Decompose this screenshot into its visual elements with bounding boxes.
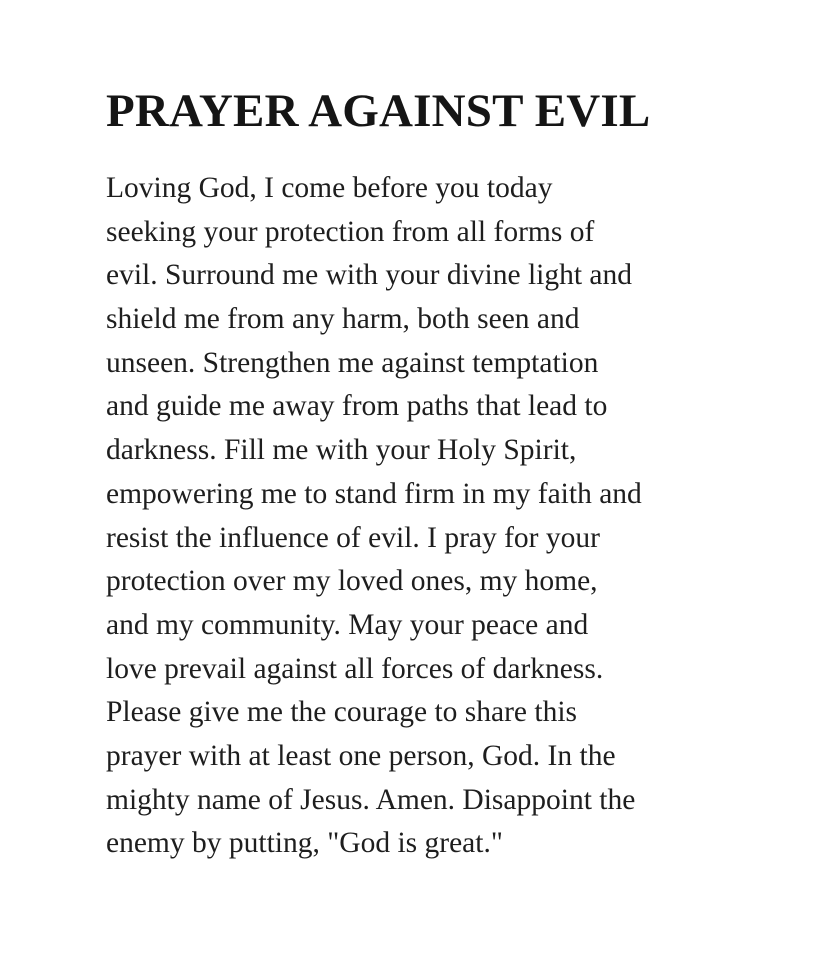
text-line: Loving God, I come before you today [106, 172, 553, 204]
text-line: and my community. May your peace and [106, 608, 589, 641]
text-line: darkness. Fill me with your Holy Spirit, [106, 434, 577, 467]
text-line: and guide me away from paths that lead to [106, 390, 608, 423]
text-line: prayer with at least one person, God. In the [106, 739, 616, 772]
text-line: seeking your protection from all forms of [106, 215, 595, 248]
text-line: empowering me to stand firm in my faith and [106, 477, 642, 510]
text-line: unseen. Strengthen me against temptation [106, 346, 599, 379]
text-line: enemy by putting, "God is great." [106, 827, 503, 860]
text-line: shield me from any harm, both seen and [106, 303, 580, 336]
page-title: PRAYER AGAINST EVIL [106, 85, 651, 137]
text-line: resist the influence of evil. I pray for your [106, 521, 600, 554]
text-line: mighty name of Jesus. Amen. Disappoint the [106, 783, 636, 816]
text-line: protection over my loved ones, my home, [106, 565, 598, 598]
text-line: evil. Surround me with your divine light and [106, 259, 633, 292]
prayer-text [106, 167, 806, 866]
text-line: Please give me the courage to share this [106, 696, 578, 729]
text-line: love prevail against all forces of darkness. [106, 652, 604, 685]
